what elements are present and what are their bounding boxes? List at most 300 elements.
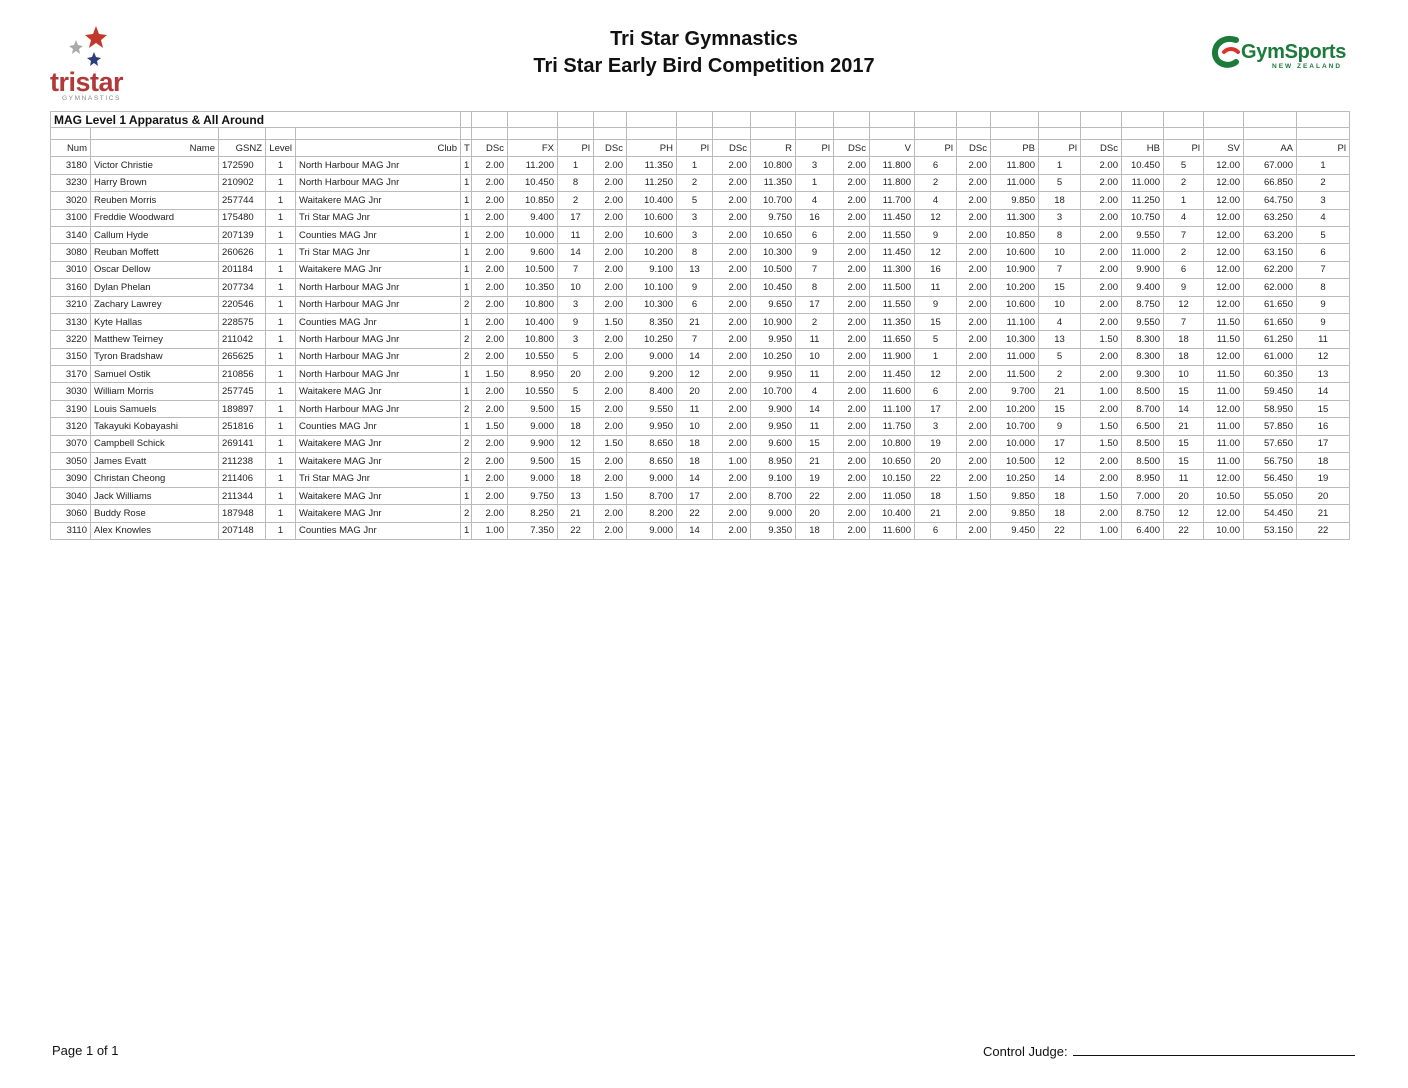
table-cell: 1 bbox=[461, 487, 472, 504]
table-cell: 6 bbox=[1164, 261, 1204, 278]
table-cell: 2.00 bbox=[472, 313, 508, 330]
table-cell: 8.500 bbox=[1122, 453, 1164, 470]
table-cell: 5 bbox=[1297, 226, 1350, 243]
table-cell: Harry Brown bbox=[91, 174, 219, 191]
column-header-dsc: DSc bbox=[713, 140, 751, 157]
table-cell: 12 bbox=[558, 435, 594, 452]
table-cell: 12.00 bbox=[1204, 244, 1244, 261]
table-cell: 11.00 bbox=[1204, 418, 1244, 435]
table-cell: 17 bbox=[796, 296, 834, 313]
table-cell: 3210 bbox=[51, 296, 91, 313]
table-cell: 9.600 bbox=[508, 244, 558, 261]
table-row bbox=[51, 383, 1350, 400]
table-cell: 2.00 bbox=[957, 400, 991, 417]
table-cell: 11 bbox=[796, 366, 834, 383]
table-cell: 210856 bbox=[219, 366, 266, 383]
table-cell: 8.950 bbox=[751, 453, 796, 470]
table-cell: 12.00 bbox=[1204, 470, 1244, 487]
table-cell: 10.650 bbox=[751, 226, 796, 243]
table-cell: 9.950 bbox=[627, 418, 677, 435]
table-cell: Buddy Rose bbox=[91, 505, 219, 522]
stars-logo-icon bbox=[48, 22, 108, 70]
table-cell: 11.350 bbox=[751, 174, 796, 191]
table-cell: 20 bbox=[915, 453, 957, 470]
table-cell: 11.350 bbox=[627, 157, 677, 174]
table-cell: 15 bbox=[558, 400, 594, 417]
table-cell: 2.00 bbox=[594, 366, 627, 383]
table-cell: 62.200 bbox=[1244, 261, 1297, 278]
table-cell: Tyron Bradshaw bbox=[91, 348, 219, 365]
table-cell: 251816 bbox=[219, 418, 266, 435]
column-header-pl: Pl bbox=[677, 140, 713, 157]
table-cell: 10.450 bbox=[751, 279, 796, 296]
table-cell: 11.800 bbox=[870, 174, 915, 191]
table-cell: 207139 bbox=[219, 226, 266, 243]
table-cell: 2.00 bbox=[472, 296, 508, 313]
table-cell: 1 bbox=[1297, 157, 1350, 174]
table-cell: 3140 bbox=[51, 226, 91, 243]
table-cell: 11.000 bbox=[991, 174, 1039, 191]
table-cell: 269141 bbox=[219, 435, 266, 452]
table-cell: 211406 bbox=[219, 470, 266, 487]
table-cell: 3 bbox=[558, 296, 594, 313]
table-cell: 21 bbox=[1297, 505, 1350, 522]
control-judge-label: Control Judge: bbox=[983, 1044, 1068, 1059]
table-cell: 10.000 bbox=[508, 226, 558, 243]
table-cell: Waitakere MAG Jnr bbox=[296, 435, 461, 452]
table-cell: 22 bbox=[1164, 522, 1204, 539]
table-cell: 19 bbox=[1297, 470, 1350, 487]
column-header-pl: Pl bbox=[796, 140, 834, 157]
table-cell: 2.00 bbox=[1081, 174, 1122, 191]
table-cell: 10.500 bbox=[991, 453, 1039, 470]
table-cell: 10.550 bbox=[508, 383, 558, 400]
table-cell: 15 bbox=[796, 435, 834, 452]
table-cell: 13 bbox=[1039, 331, 1081, 348]
table-cell: 4 bbox=[796, 192, 834, 209]
table-cell: 9.950 bbox=[751, 366, 796, 383]
table-cell: 2.00 bbox=[472, 261, 508, 278]
table-cell: 2.00 bbox=[594, 348, 627, 365]
table-cell: 63.150 bbox=[1244, 244, 1297, 261]
table-cell: 10.200 bbox=[991, 279, 1039, 296]
table-cell: 10.450 bbox=[508, 174, 558, 191]
table-cell: 1 bbox=[461, 261, 472, 278]
table-cell: 10.700 bbox=[751, 383, 796, 400]
table-cell: 8.200 bbox=[627, 505, 677, 522]
table-cell: 257745 bbox=[219, 383, 266, 400]
table-cell: 11.450 bbox=[870, 244, 915, 261]
table-cell: 11 bbox=[677, 400, 713, 417]
table-cell: 18 bbox=[558, 418, 594, 435]
table-cell: 11.000 bbox=[1122, 174, 1164, 191]
table-cell: 15 bbox=[1039, 279, 1081, 296]
table-cell: 3 bbox=[1297, 192, 1350, 209]
table-cell: 19 bbox=[796, 470, 834, 487]
table-cell: 2.00 bbox=[472, 174, 508, 191]
table-row bbox=[51, 348, 1350, 365]
table-cell: 11 bbox=[1164, 470, 1204, 487]
table-cell: 1.50 bbox=[957, 487, 991, 504]
table-cell: 2.00 bbox=[957, 453, 991, 470]
table-cell: 2.00 bbox=[834, 505, 870, 522]
table-cell: 2.00 bbox=[713, 192, 751, 209]
table-cell: 2.00 bbox=[594, 226, 627, 243]
table-cell: 61.250 bbox=[1244, 331, 1297, 348]
table-cell: 3 bbox=[677, 226, 713, 243]
table-cell: 2.00 bbox=[1081, 192, 1122, 209]
table-cell: 2.00 bbox=[1081, 261, 1122, 278]
table-cell: 20 bbox=[796, 505, 834, 522]
table-cell: 22 bbox=[1039, 522, 1081, 539]
table-cell: 10.600 bbox=[991, 296, 1039, 313]
table-cell: 2.00 bbox=[834, 226, 870, 243]
table-cell: 2.00 bbox=[834, 366, 870, 383]
table-cell: 2.00 bbox=[957, 192, 991, 209]
table-cell: 9.300 bbox=[1122, 366, 1164, 383]
table-cell: 17 bbox=[915, 400, 957, 417]
table-cell: 2 bbox=[461, 296, 472, 313]
table-cell: 189897 bbox=[219, 400, 266, 417]
table-cell: 2.00 bbox=[713, 244, 751, 261]
table-cell: 8.250 bbox=[508, 505, 558, 522]
table-cell: Counties MAG Jnr bbox=[296, 418, 461, 435]
table-cell: 11.550 bbox=[870, 296, 915, 313]
table-cell: 3190 bbox=[51, 400, 91, 417]
table-cell: 11.600 bbox=[870, 522, 915, 539]
table-cell: 4 bbox=[1164, 209, 1204, 226]
table-row bbox=[51, 244, 1350, 261]
column-header-level: Level bbox=[266, 140, 296, 157]
table-cell: 2.00 bbox=[834, 313, 870, 330]
table-cell: 8.750 bbox=[1122, 296, 1164, 313]
table-cell: 56.450 bbox=[1244, 470, 1297, 487]
table-cell: Matthew Teirney bbox=[91, 331, 219, 348]
table-cell: Counties MAG Jnr bbox=[296, 226, 461, 243]
table-cell: 11.00 bbox=[1204, 453, 1244, 470]
table-cell: 13 bbox=[558, 487, 594, 504]
gymsports-logo-subtext: NEW ZEALAND bbox=[1272, 63, 1343, 70]
table-cell: 22 bbox=[558, 522, 594, 539]
table-cell: 14 bbox=[796, 400, 834, 417]
table-cell: 9.350 bbox=[751, 522, 796, 539]
table-cell: Counties MAG Jnr bbox=[296, 313, 461, 330]
table-cell: Reuban Moffett bbox=[91, 244, 219, 261]
table-cell: 1.50 bbox=[594, 435, 627, 452]
table-cell: Victor Christie bbox=[91, 157, 219, 174]
table-cell: 4 bbox=[1297, 209, 1350, 226]
table-row bbox=[51, 261, 1350, 278]
table-cell: 9.750 bbox=[751, 209, 796, 226]
table-cell: 2.00 bbox=[834, 453, 870, 470]
table-row bbox=[51, 296, 1350, 313]
table-cell: 12.00 bbox=[1204, 505, 1244, 522]
table-cell: 2.00 bbox=[594, 209, 627, 226]
table-cell: 175480 bbox=[219, 209, 266, 226]
column-header-pb: PB bbox=[991, 140, 1039, 157]
table-cell: 2.00 bbox=[957, 366, 991, 383]
table-cell: 2.00 bbox=[472, 453, 508, 470]
table-cell: 20 bbox=[1164, 487, 1204, 504]
table-cell: 8 bbox=[1039, 226, 1081, 243]
table-cell: North Harbour MAG Jnr bbox=[296, 174, 461, 191]
table-cell: 9.850 bbox=[991, 192, 1039, 209]
table-row bbox=[51, 470, 1350, 487]
table-cell: 2.00 bbox=[594, 331, 627, 348]
table-cell: 1 bbox=[266, 331, 296, 348]
table-cell: 14 bbox=[677, 348, 713, 365]
table-cell: 10.500 bbox=[508, 261, 558, 278]
table-cell: 2.00 bbox=[594, 383, 627, 400]
table-cell: 1 bbox=[266, 522, 296, 539]
table-cell: 1.50 bbox=[1081, 418, 1122, 435]
table-cell: 12.00 bbox=[1204, 157, 1244, 174]
table-cell: 207734 bbox=[219, 279, 266, 296]
table-cell: 3060 bbox=[51, 505, 91, 522]
table-cell: 3180 bbox=[51, 157, 91, 174]
table-cell: 20 bbox=[677, 383, 713, 400]
table-cell: 10.800 bbox=[508, 331, 558, 348]
table-cell: 2.00 bbox=[834, 400, 870, 417]
table-cell: 2.00 bbox=[594, 418, 627, 435]
table-cell: 2.00 bbox=[472, 209, 508, 226]
table-cell: 4 bbox=[796, 383, 834, 400]
table-cell: 16 bbox=[1297, 418, 1350, 435]
table-cell: 3030 bbox=[51, 383, 91, 400]
table-cell: 1 bbox=[461, 244, 472, 261]
table-cell: 2.00 bbox=[713, 157, 751, 174]
table-row bbox=[51, 505, 1350, 522]
column-header-hb: HB bbox=[1122, 140, 1164, 157]
table-cell: 10.850 bbox=[991, 226, 1039, 243]
table-cell: 9.850 bbox=[991, 505, 1039, 522]
table-cell: 11.700 bbox=[870, 192, 915, 209]
table-cell: 66.850 bbox=[1244, 174, 1297, 191]
table-cell: 1 bbox=[461, 383, 472, 400]
table-cell: 6 bbox=[915, 383, 957, 400]
table-cell: 10.600 bbox=[627, 226, 677, 243]
table-cell: 2 bbox=[461, 453, 472, 470]
table-cell: 10.600 bbox=[627, 209, 677, 226]
table-cell: 8.750 bbox=[1122, 505, 1164, 522]
table-cell: 10.200 bbox=[627, 244, 677, 261]
table-cell: 9 bbox=[1039, 418, 1081, 435]
table-cell: William Morris bbox=[91, 383, 219, 400]
table-cell: 1.50 bbox=[594, 313, 627, 330]
table-cell: 61.000 bbox=[1244, 348, 1297, 365]
table-cell: 11.350 bbox=[870, 313, 915, 330]
table-cell: 10.550 bbox=[508, 348, 558, 365]
table-cell: Waitakere MAG Jnr bbox=[296, 192, 461, 209]
table-cell: 9.650 bbox=[751, 296, 796, 313]
table-cell: Waitakere MAG Jnr bbox=[296, 261, 461, 278]
table-cell: 2.00 bbox=[713, 383, 751, 400]
table-cell: 11.600 bbox=[870, 383, 915, 400]
table-cell: 2.00 bbox=[472, 226, 508, 243]
table-cell: 2.00 bbox=[713, 296, 751, 313]
table-cell: 5 bbox=[558, 348, 594, 365]
table-cell: 16 bbox=[796, 209, 834, 226]
table-cell: 211042 bbox=[219, 331, 266, 348]
table-cell: 2.00 bbox=[1081, 157, 1122, 174]
table-cell: Waitakere MAG Jnr bbox=[296, 453, 461, 470]
table-cell: 265625 bbox=[219, 348, 266, 365]
table-cell: 9.950 bbox=[751, 331, 796, 348]
table-cell: 2.00 bbox=[1081, 279, 1122, 296]
table-cell: North Harbour MAG Jnr bbox=[296, 400, 461, 417]
table-cell: 5 bbox=[677, 192, 713, 209]
column-header-t: T bbox=[461, 140, 472, 157]
table-cell: 2.00 bbox=[594, 261, 627, 278]
table-cell: 187948 bbox=[219, 505, 266, 522]
table-cell: 17 bbox=[558, 209, 594, 226]
table-cell: 2.00 bbox=[957, 313, 991, 330]
table-cell: 21 bbox=[915, 505, 957, 522]
table-cell: 11.250 bbox=[627, 174, 677, 191]
table-cell: 207148 bbox=[219, 522, 266, 539]
table-cell: 10.400 bbox=[508, 313, 558, 330]
table-cell: 2.00 bbox=[834, 209, 870, 226]
column-header-club: Club bbox=[296, 140, 461, 157]
table-cell: 2.00 bbox=[957, 522, 991, 539]
table-row bbox=[51, 157, 1350, 174]
table-cell: 8.650 bbox=[627, 453, 677, 470]
table-cell: 12 bbox=[915, 244, 957, 261]
table-cell: 2.00 bbox=[472, 505, 508, 522]
column-header-v: V bbox=[870, 140, 915, 157]
table-cell: 11.50 bbox=[1204, 331, 1244, 348]
header bbox=[0, 26, 1408, 80]
table-cell: 14 bbox=[1164, 400, 1204, 417]
table-cell: 1 bbox=[266, 174, 296, 191]
control-judge-signature-line[interactable] bbox=[1073, 1043, 1355, 1056]
table-cell: 2.00 bbox=[1081, 296, 1122, 313]
table-cell: 9 bbox=[1164, 279, 1204, 296]
table-cell: 11 bbox=[796, 331, 834, 348]
table-cell: 2.00 bbox=[713, 279, 751, 296]
table-cell: 2.00 bbox=[834, 261, 870, 278]
table-cell: 1 bbox=[1164, 192, 1204, 209]
table-cell: 11.00 bbox=[1204, 383, 1244, 400]
table-cell: 8.500 bbox=[1122, 435, 1164, 452]
table-cell: 2.00 bbox=[594, 279, 627, 296]
table-cell: 1 bbox=[461, 279, 472, 296]
table-cell: 8 bbox=[558, 174, 594, 191]
table-cell: 2 bbox=[796, 313, 834, 330]
table-cell: Reuben Morris bbox=[91, 192, 219, 209]
table-cell: 10.250 bbox=[991, 470, 1039, 487]
table-cell: 9 bbox=[677, 279, 713, 296]
table-row bbox=[51, 487, 1350, 504]
table-cell: 12.00 bbox=[1204, 226, 1244, 243]
table-cell: 9.900 bbox=[508, 435, 558, 452]
table-cell: 12 bbox=[915, 366, 957, 383]
table-cell: 1 bbox=[915, 348, 957, 365]
table-cell: 2 bbox=[461, 348, 472, 365]
table-cell: 12.00 bbox=[1204, 296, 1244, 313]
table-cell: 8.350 bbox=[627, 313, 677, 330]
table-cell: Tri Star MAG Jnr bbox=[296, 244, 461, 261]
table-cell: 2.00 bbox=[1081, 209, 1122, 226]
table-cell: Dylan Phelan bbox=[91, 279, 219, 296]
table-cell: 10 bbox=[558, 279, 594, 296]
table-cell: 10.200 bbox=[991, 400, 1039, 417]
table-cell: 10.900 bbox=[991, 261, 1039, 278]
table-cell: 14 bbox=[677, 522, 713, 539]
table-cell: 10.700 bbox=[751, 192, 796, 209]
table-cell: 11.450 bbox=[870, 366, 915, 383]
table-cell: 10.750 bbox=[1122, 209, 1164, 226]
table-cell: 11 bbox=[796, 418, 834, 435]
table-cell: 2.00 bbox=[713, 348, 751, 365]
table-cell: 11.500 bbox=[870, 279, 915, 296]
table-cell: 2.00 bbox=[713, 435, 751, 452]
table-cell: 4 bbox=[1039, 313, 1081, 330]
column-header-pl: Pl bbox=[1297, 140, 1350, 157]
table-cell: 2.00 bbox=[713, 470, 751, 487]
table-cell: 201184 bbox=[219, 261, 266, 278]
table-cell: 211238 bbox=[219, 453, 266, 470]
gymsports-swoosh-icon bbox=[1210, 34, 1242, 70]
table-cell: James Evatt bbox=[91, 453, 219, 470]
table-cell: 10.100 bbox=[627, 279, 677, 296]
table-cell: 1 bbox=[266, 470, 296, 487]
table-cell: 2.00 bbox=[834, 244, 870, 261]
table-cell: Kyte Hallas bbox=[91, 313, 219, 330]
table-cell: 2.00 bbox=[834, 279, 870, 296]
page-subtitle: Tri Star Early Bird Competition 2017 bbox=[533, 55, 875, 77]
table-cell: 15 bbox=[915, 313, 957, 330]
table-cell: 2.00 bbox=[472, 470, 508, 487]
table-cell: 9.900 bbox=[1122, 261, 1164, 278]
table-cell: 8.700 bbox=[751, 487, 796, 504]
table-cell: 10.450 bbox=[1122, 157, 1164, 174]
table-cell: 55.050 bbox=[1244, 487, 1297, 504]
table-cell: 9.400 bbox=[1122, 279, 1164, 296]
table-cell: 6 bbox=[796, 226, 834, 243]
table-cell: 11.550 bbox=[870, 226, 915, 243]
table-cell: 19 bbox=[915, 435, 957, 452]
table-row bbox=[51, 279, 1350, 296]
table-cell: 9.000 bbox=[627, 470, 677, 487]
table-cell: 12 bbox=[1039, 453, 1081, 470]
table-cell: 9 bbox=[1297, 296, 1350, 313]
table-cell: 260626 bbox=[219, 244, 266, 261]
table-cell: 5 bbox=[1164, 157, 1204, 174]
table-row bbox=[51, 192, 1350, 209]
table-cell: Tri Star MAG Jnr bbox=[296, 470, 461, 487]
table-cell: 7 bbox=[796, 261, 834, 278]
table-cell: 1 bbox=[558, 157, 594, 174]
table-cell: 1 bbox=[461, 157, 472, 174]
table-cell: 5 bbox=[558, 383, 594, 400]
table-cell: 3090 bbox=[51, 470, 91, 487]
table-cell: 8.950 bbox=[508, 366, 558, 383]
table-cell: 9.500 bbox=[508, 453, 558, 470]
table-cell: 9.550 bbox=[627, 400, 677, 417]
table-cell: 7 bbox=[1039, 261, 1081, 278]
table-cell: 1.50 bbox=[1081, 331, 1122, 348]
table-cell: 11.100 bbox=[870, 400, 915, 417]
table-cell: 210902 bbox=[219, 174, 266, 191]
table-cell: 11.000 bbox=[991, 348, 1039, 365]
table-cell: 1 bbox=[266, 505, 296, 522]
table-cell: 3150 bbox=[51, 348, 91, 365]
table-cell: 3220 bbox=[51, 331, 91, 348]
table-cell: 2.00 bbox=[713, 331, 751, 348]
table-cell: 11.000 bbox=[1122, 244, 1164, 261]
table-cell: 12.00 bbox=[1204, 209, 1244, 226]
